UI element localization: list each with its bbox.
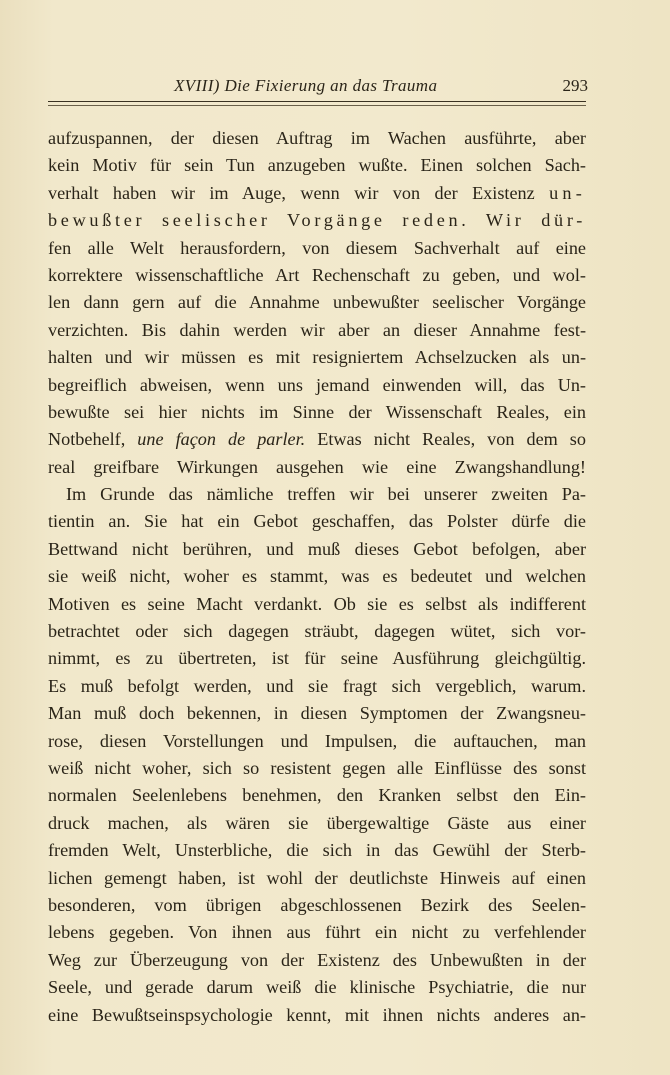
text-line (48, 426, 586, 453)
header-rule-thin (48, 105, 586, 106)
text-line: bewußte sei hier nichts im Sinne der Wissenschaft Reales, ein (48, 401, 586, 422)
text-line: begreiflich abweisen, wenn uns jemand einwenden will, das Un- (48, 374, 586, 395)
text-line (48, 180, 586, 207)
text-line: Weg zur Überzeugung von der Existenz des Unbewußten in der (48, 949, 586, 970)
text-line: halten und wir müssen es mit resigniertem Achselzucken als un- (48, 347, 586, 368)
text-line: real greifbare Wirkungen ausgehen wie eine Zwangshandlung! (48, 456, 586, 477)
text-line: besonderen, vom übrigen abgeschlossenen Bezirk des Seelen- (48, 894, 586, 915)
text-line: Man muß doch bekennen, in diesen Symptomen der Zwangsneu- (48, 703, 586, 724)
text-line: rose, diesen Vorstellungen und Impulsen, die auftauchen, man (48, 730, 586, 751)
spaced-text: un- (549, 182, 586, 203)
running-title: XVIII) Die Fixierung an das Trauma (174, 76, 438, 95)
text-line: verzichten. Bis dahin werden wir aber an dieser Annahme fest- (48, 319, 586, 340)
text-line-part: verhalt haben wir im Auge, wenn wir von der Existenz (48, 182, 550, 203)
text-line: Es muß befolgt werden, und sie fragt sich vergeblich, warum. (48, 675, 586, 696)
text-line: betrachtet oder sich dagegen sträubt, dagegen wütet, sich vor- (48, 621, 586, 642)
running-head (48, 74, 588, 102)
text-line-part: Notbehelf, (48, 429, 138, 450)
text-line: aufzuspannen, der diesen Auftrag im Wachen ausführte, aber (48, 128, 586, 148)
text-line: Im Grunde das nämliche treffen wir bei unserer zweiten Pa- (66, 484, 586, 505)
text-line: weiß nicht woher, sich so resistent gegen alle Einflüsse des sonst (48, 757, 586, 778)
text-line: nimmt, es zu übertreten, ist für seine Ausführung gleichgültig. (48, 648, 586, 669)
text-line: korrektere wissenschaftliche Art Rechenschaft zu geben, und wol- (48, 264, 586, 285)
text-line: sie weiß nicht, woher es stammt, was es bedeutet und welchen (48, 566, 586, 587)
text-line: normalen Seelenlebens benehmen, den Kranken selbst den Ein- (48, 785, 586, 806)
text-line: len dann gern auf die Annahme unbewußter seelischer Vorgänge (48, 292, 586, 313)
text-line: bewußter seelischer Vorgänge reden. Wir dür- (48, 210, 586, 231)
text-line: kein Motiv für sein Tun anzugeben wußte. Einen solchen Sach- (48, 155, 586, 176)
text-line: eine Bewußtseinspsychologie kennt, mit ihnen nichts anderes an- (48, 1004, 586, 1025)
header-rule (48, 101, 586, 102)
text-line: lichen gemengt haben, ist wohl der deutlichste Hinweis auf einen (48, 867, 586, 888)
text-line: Bettwand nicht berühren, und muß dieses Gebot befolgen, aber (48, 538, 586, 559)
body-text (48, 125, 586, 1029)
text-line-part: Etwas nicht Reales, von dem so (305, 429, 586, 450)
text-line: fen alle Welt herausfordern, von diesem Sachverhalt auf eine (48, 237, 586, 258)
text-line: Motiven es seine Macht verdankt. Ob sie es selbst als indifferent (48, 593, 586, 614)
text-line: Seele, und gerade darum weiß die klinische Psychiatrie, die nur (48, 977, 586, 998)
text-line: lebens gegeben. Von ihnen aus führt ein nicht zu verfehlender (48, 922, 586, 943)
text-line: druck machen, als wären sie übergewaltige Gäste aus einer (48, 812, 586, 833)
text-line: tientin an. Sie hat ein Gebot geschaffen, das Polster dürfe die (48, 511, 586, 532)
page-number: 293 (562, 76, 588, 95)
italic-phrase: une façon de parler. (137, 429, 306, 450)
text-line: fremden Welt, Unsterbliche, die sich in das Gewühl der Sterb- (48, 840, 586, 861)
